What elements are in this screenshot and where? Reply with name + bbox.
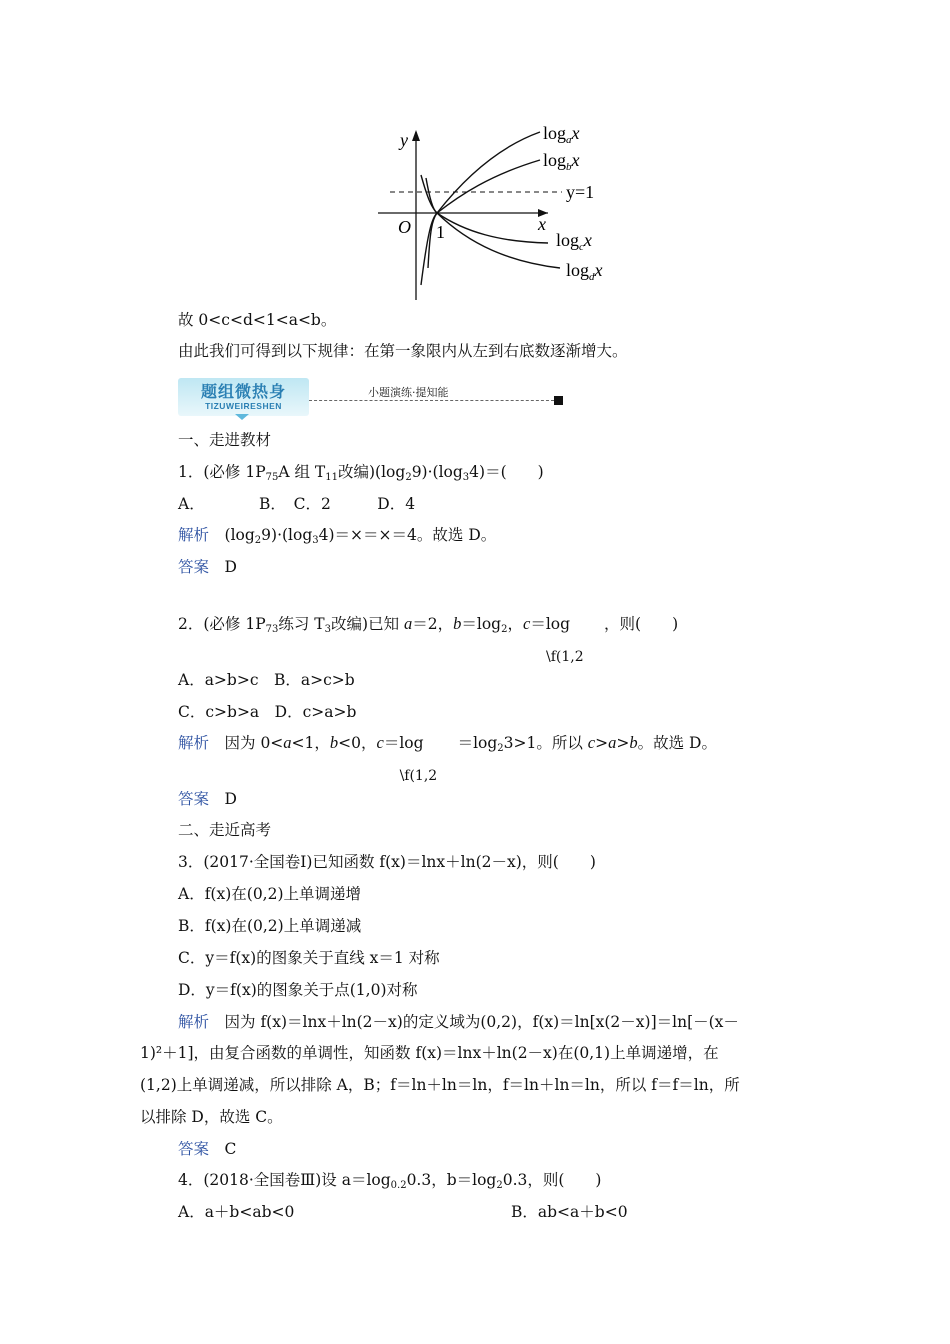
section2-heading: 二、走近高考 <box>178 821 272 839</box>
section1-heading: 一、走进教材 <box>178 431 272 449</box>
x-axis-label: x <box>538 214 546 234</box>
q3-analysis-line4: 以排除 D，故选 C。 <box>140 1108 283 1126</box>
curve-a-label: $\log_ax$ <box>543 123 580 146</box>
banner-title: 题组微热身 <box>200 382 286 401</box>
one-label: 1 <box>436 222 445 242</box>
q3-option-d: D．y＝f(x)的图象关于点(1,0)对称 <box>178 981 418 999</box>
banner-arrow-icon <box>235 414 249 420</box>
rule-text: 由此我们可得到以下规律：在第一象限内从左到右底数逐渐增大。 <box>178 342 628 360</box>
banner-text: 小题演练·提知能 <box>368 386 449 399</box>
conclusion-text: 故 0<c<d<1<a<b。 <box>178 311 337 329</box>
analysis-label: 解析 <box>178 1013 210 1031</box>
y-axis-arrow-icon <box>412 130 420 141</box>
curve-c-label: $\log_cx$ <box>556 230 592 253</box>
q2-options-cd: C．c>b>a D．c>a>b <box>178 703 357 721</box>
curve-log-a <box>421 132 540 285</box>
answer-label: 答案 <box>178 1140 210 1158</box>
q1-analysis: 解析 $(\log_29)\cdot(\log_34)=\times=\times=4$。故选 D。 <box>178 526 497 546</box>
q4-option-a: A．a＋b<ab<0 <box>178 1203 295 1221</box>
q3-option-a: A．f(x)在(0,2)上单调递增 <box>178 885 362 903</box>
banner-subtitle: TIZUWEIRESHEN <box>205 401 282 411</box>
analysis-label: 解析 <box>178 526 210 544</box>
curve-b-label: $\log_bx$ <box>543 150 580 173</box>
q2-frac: \f(1,2 <box>546 649 584 665</box>
q4-option-b: B．ab<a＋b<0 <box>511 1203 628 1221</box>
q2-analysis: 解析 因为 0<a<1，b<0，c＝log \f(1,2 $=\log_23>1$。所以 c>a>b。故选 D。 <box>178 733 717 784</box>
y-equals-1-label: y=1 <box>566 182 595 202</box>
q3-analysis-line2: 1)²＋1]，由复合函数的单调性，知函数 f(x)＝lnx＋ln(2－x)在(0,1)上单调递增，在 <box>140 1044 719 1062</box>
section-banner <box>178 378 568 418</box>
q3-stem: 3．(2017·全国卷Ⅰ)已知函数 f(x)＝lnx＋ln(2－x)，则( ) <box>178 853 596 871</box>
q1-stem: 1．(必修 $1P_{75}A$ 组 $T_{11}$改编)$(\log_29)\cdot(\log_34)=$( ) <box>178 463 544 483</box>
q2-stem: 2．(必修 $1P_{73}$练习 $T_3$改编)已知 a＝2，$b=\log_2$，c＝log \f(1,2 ，则( ) <box>178 614 679 665</box>
answer-label: 答案 <box>178 790 210 808</box>
banner-divider <box>309 400 554 401</box>
q4-stem: 4．(2018·全国卷Ⅲ)设 $a=\log_{0.2}0.3$，$b=\log_20.3$，则( ) <box>178 1171 602 1191</box>
q3-analysis-line3: (1,2)上单调递减，所以排除 A，B；f＝ln＋ln＝ln，f＝ln＋ln＝ln，所以 f＝f＝ln，所 <box>140 1076 740 1094</box>
q1-answer: 答案 D <box>178 558 237 576</box>
q3-analysis-line1: 解析 因为 f(x)＝lnx＋ln(2－x)的定义域为(0,2)，f(x)＝ln[x(2－x)]＝ln[－(x－ <box>178 1013 739 1031</box>
q3-answer: 答案 C <box>178 1140 237 1158</box>
q2-answer: 答案 D <box>178 790 237 808</box>
q2-options-ab: A．a>b>c B．a>c>b <box>178 671 355 689</box>
curve-d-label: $\log_dx$ <box>566 260 603 283</box>
banner-square-icon <box>554 396 563 405</box>
analysis-label: 解析 <box>178 734 210 752</box>
q2-frac-analysis: \f(1,2 <box>399 768 438 784</box>
logarithm-graph <box>0 0 950 310</box>
q1-options: A． B． C．2 D．4 <box>178 495 416 513</box>
origin-label: O <box>398 217 411 237</box>
answer-label: 答案 <box>178 558 210 576</box>
q3-option-c: C．y＝f(x)的图象关于直线 x＝1 对称 <box>178 949 440 967</box>
y-axis-label: y <box>400 130 408 150</box>
banner-badge <box>178 378 309 416</box>
q3-option-b: B．f(x)在(0,2)上单调递减 <box>178 917 362 935</box>
